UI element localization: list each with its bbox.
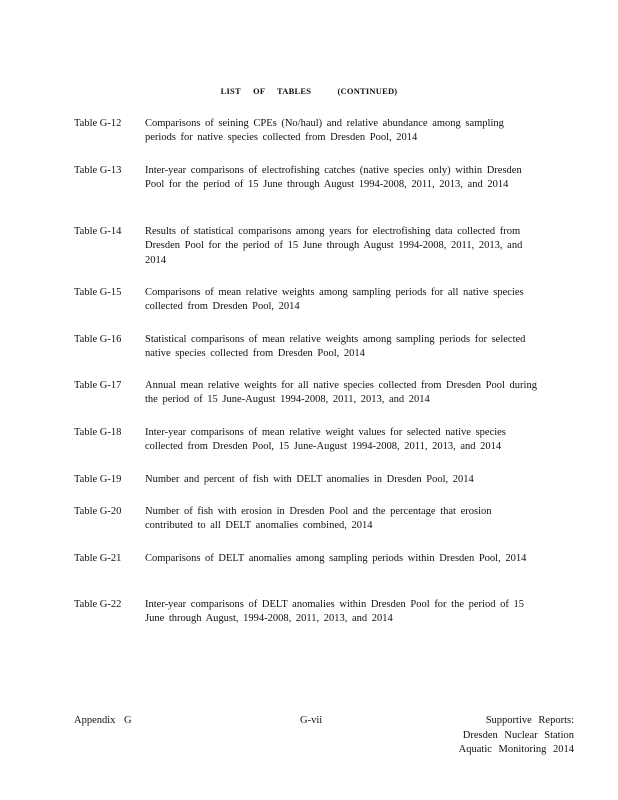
toc-entry-label: Table G-16 [74,334,122,345]
toc-entry-label: Table G-22 [74,599,122,610]
toc-entry-label: Table G-14 [74,226,122,237]
toc-entry-description: Results of statistical comparisons among years for electrofishing data collected from Dresden Pool for the period of 15 June through August 1994-2008, 2011, 2013, and 2014 [145,226,523,266]
toc-entry-description: Number of fish with erosion in Dresden Pool and the percentage that erosion contributed to all DELT anomalies combined, 2014 [145,506,492,532]
toc-entry-label: Table G-19 [74,474,122,485]
toc-entry-label: Table G-20 [74,506,122,517]
toc-entry-label: Table G-21 [74,553,122,564]
continued-label: (CONTINUED) [337,86,398,96]
footer-page-number: G-vii [300,715,323,726]
toc-entry-description: Comparisons of mean relative weights among sampling periods for all native species collected from Dresden Pool, 2014 [145,287,524,313]
footer-report-line-3: Aquatic Monitoring 2014 [458,744,574,755]
footer-report-info [459,714,574,758]
toc-entry-label: Table G-12 [74,118,122,129]
toc-entry-description: Inter-year comparisons of mean relative weight values for selected native species collected from Dresden Pool, 15 June-August 1994-2008, 2011, 2013, and 2014 [145,427,506,453]
footer-report-line-1: Supportive Reports: [485,715,574,726]
toc-entry-description: Number and percent of fish with DELT anomalies in Dresden Pool, 2014 [145,474,474,485]
toc-entry-description: Inter-year comparisons of DELT anomalies within Dresden Pool for the period of 15 June through August, 1994-2008, 2011, 2013, and 2014 [145,599,524,625]
toc-entry-label: Table G-15 [74,287,122,298]
toc-entry-description: Statistical comparisons of mean relative weights among sampling periods for selected native species collected from Dresden Pool, 2014 [145,334,526,360]
page-heading [0,86,618,96]
footer-appendix: Appendix G [74,715,132,726]
toc-entry-label: Table G-18 [74,427,122,438]
toc-entry-label: Table G-17 [74,380,122,391]
footer-report-line-2: Dresden Nuclear Station [462,729,574,741]
toc-entry-description: Inter-year comparisons of electrofishing catches (native species only) within Dresden Pool for the period of 15 June through August 1994-2008, 2011, 2013, and 2014 [145,165,522,191]
list-of-tables-title: LIST OF TABLES [220,86,312,96]
toc-entry-description: Comparisons of DELT anomalies among sampling periods within Dresden Pool, 2014 [145,553,527,564]
toc-entry-label: Table G-13 [74,165,122,176]
toc-entry-description: Comparisons of seining CPEs (No/haul) and relative abundance among sampling periods for native species collected from Dresden Pool, 2014 [145,118,504,144]
toc-entry-description: Annual mean relative weights for all native species collected from Dresden Pool during the period of 15 June-August 1994-2008, 2011, 2013, and 2014 [145,380,537,406]
